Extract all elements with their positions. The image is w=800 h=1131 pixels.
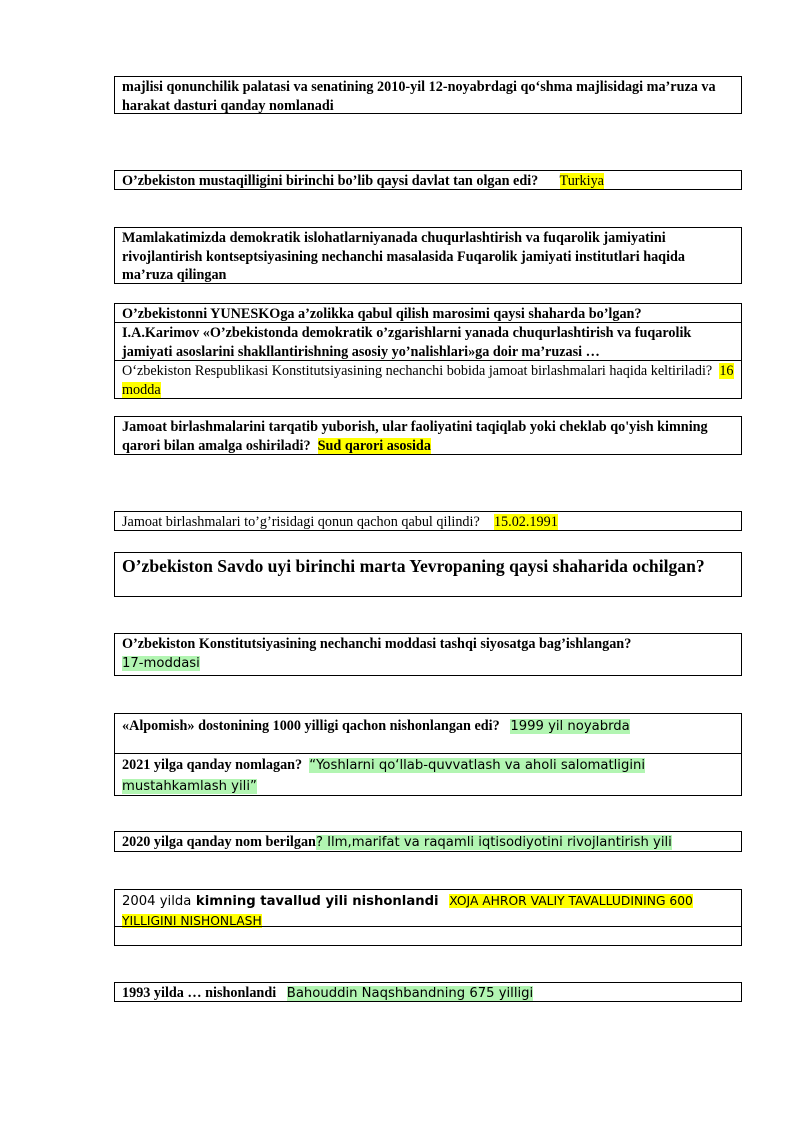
question-box <box>114 360 742 399</box>
question-text: O’zbekiston Konstitutsiyasining nechanchi moddasi tashqi siyosatga bag’ishlangan? <box>122 636 632 652</box>
question-text: I.A.Karimov «O’zbekistonda demokratik o’zgarishlarni yanada chuqurlashtirish va fuqarolik jamiyati asoslarini shakllantirishning asosiy yo’nalishlari»ga doir ma’ruzasi … <box>122 325 692 360</box>
question-box <box>114 170 742 190</box>
answer-highlight: ? Ilm,marifat va raqamli iqtisodiyotini rivojlantirish yili <box>315 835 672 850</box>
question-box <box>114 76 742 114</box>
question-text: Jamoat birlashmalarini tarqatib yuborish, ular faoliyatini taqiqlab yoki cheklab qo'yish kimning qarori bilan amalga oshiriladi? <box>122 419 708 454</box>
question-text: O’zbekistonni YUNESKOga a’zolikka qabul qilish marosimi qaysi shaharda bo’lgan? <box>122 306 642 322</box>
question-box <box>114 982 742 1002</box>
question-box <box>114 633 742 676</box>
question-box <box>114 552 742 597</box>
question-text: kimning tavallud yili nishonlandi <box>191 894 439 909</box>
question-text: 2021 yilga qanday nomlagan? <box>122 756 303 773</box>
question-text: O’zbekiston mustaqilligini birinchi bo’lib qaysi davlat tan olgan edi? <box>122 173 539 189</box>
row-divider <box>114 926 742 927</box>
question-text: O’zbekiston Savdo uyi birinchi marta Yevropaning qaysi shaharida ochilgan? <box>122 556 705 576</box>
question-prefix: 2004 yilda <box>122 894 192 909</box>
answer-highlight: Sud qarori asosida <box>317 437 431 454</box>
answer-highlight: 16 modda <box>122 363 734 398</box>
question-box <box>114 889 742 946</box>
answer-highlight: 1999 yil noyabrda <box>510 719 630 734</box>
question-box <box>114 227 742 284</box>
question-text: 1993 yilda … nishonlandi <box>122 985 277 1001</box>
question-text: Jamoat birlashmalari to’g’risidagi qonun qachon qabul qilindi? <box>122 514 480 530</box>
question-text: 2020 yilga qanday nom berilgan <box>122 834 316 850</box>
answer-highlight: Bahouddin Naqshbandning 675 yilligi <box>286 986 534 1001</box>
question-box <box>114 831 742 852</box>
question-box <box>114 713 742 796</box>
question-text: majlisi qonunchilik palatasi va senatining 2010-yil 12-noyabrdagi qo‘shma majlisidagi ma’ruza va harakat dasturi qanday nomlanadi <box>122 79 716 114</box>
question-box <box>114 416 742 455</box>
answer-highlight: 17-moddasi <box>122 655 200 671</box>
question-box <box>114 511 742 531</box>
question-text: «Alpomish» dostonining 1000 yilligi qachon nishonlangan edi? <box>122 718 500 734</box>
question-text: O‘zbekiston Respublikasi Konstitutsiyasining nechanchi bobida jamoat birlashmalari haqida keltiriladi? <box>122 363 713 379</box>
question-box <box>114 303 742 323</box>
answer-highlight: Turkiya <box>559 173 604 189</box>
question-box <box>114 322 742 361</box>
row-divider <box>114 753 742 754</box>
answer-highlight: 15.02.1991 <box>493 514 558 530</box>
question-text: Mamlakatimizda demokratik islohatlarniyanada chuqurlashtirish va fuqarolik jamiyatini rivojlantirish kontseptsiyasining nechanchi masalasida Fuqarolik jamiyati institutlari haqida ma’ruza qilingan <box>122 230 685 283</box>
answer-highlight: “Yoshlarni qo‘llab-quvvatlash va aholi salomatligini mustahkamlash yili” <box>122 757 646 794</box>
answer-highlight: XOJA AHROR VALIY TAVALLUDINING 600 YILLIGINI NISHONLASH <box>122 894 693 928</box>
